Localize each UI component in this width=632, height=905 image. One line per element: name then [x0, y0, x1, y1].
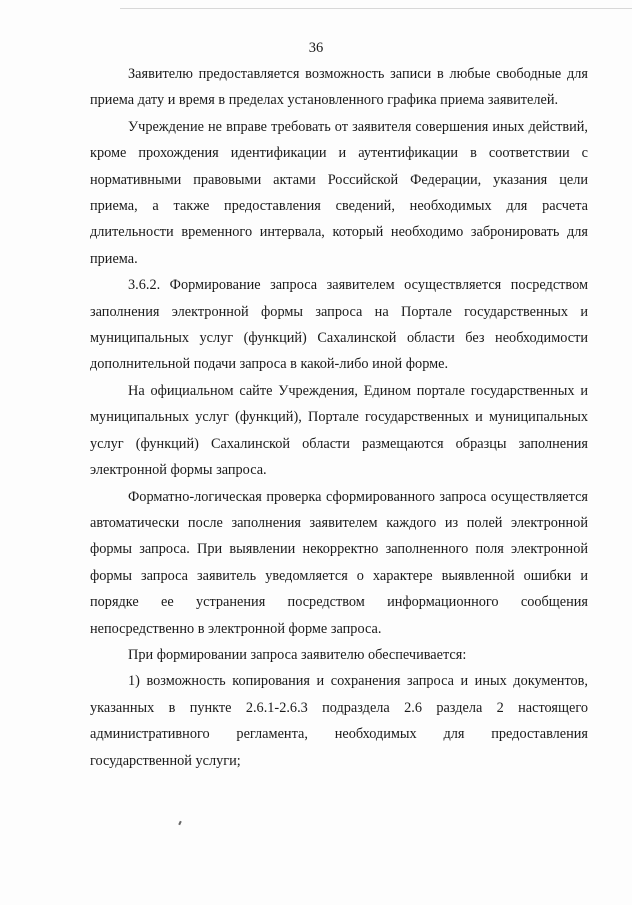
paragraph-5: Форматно-логическая проверка сформированного запроса осуществляется автоматически после заполнения заявителем каждого из полей электронной формы запроса. При выявлении некорректно заполненного поля электронной формы запроса заявитель уведомляется о характере выявленной ошибки и порядке ее устранения посредством информационного сообщения непосредственно в электронной форме запроса.	[90, 488, 588, 637]
paragraph-3: 3.6.2. Формирование запроса заявителем осуществляется посредством заполнения электронной формы запроса на Портале государственных и муниципальных услуг (функций) Сахалинской области без необходимости дополнительной подачи запроса в какой-либо иной форме.	[90, 277, 588, 373]
scan-speck	[178, 821, 182, 825]
page-number: 36	[308, 40, 324, 56]
document-body	[90, 61, 588, 774]
scan-edge-line	[120, 8, 632, 9]
paragraph-6: При формировании запроса заявителю обеспечивается:	[128, 646, 467, 663]
paragraph-7: 1) возможность копирования и сохранения запроса и иных документов, указанных в пункте 2.6.1-2.6.3 подраздела 2.6 раздела 2 настоящего административного регламента, необходимых для предоставления государственной услуги;	[90, 673, 588, 769]
paragraph-1: Заявителю предоставляется возможность записи в любые свободные для приема дату и время в пределах установленного графика приема заявителей.	[90, 66, 588, 109]
paragraph-4: На официальном сайте Учреждения, Едином портале государственных и муниципальных услуг (функций), Портале государственных и муниципальных услуг (функций) Сахалинской области размещаются образцы заполнения электронной формы запроса.	[90, 382, 588, 479]
paragraph-2: Учреждение не вправе требовать от заявителя совершения иных действий, кроме прохождения идентификации и аутентификации в соответствии с нормативными правовыми актами Российской Федерации, указания цели приема, а также предоставления сведений, необходимых для расчета длительности временного интервала, который необходимо забронировать для приема.	[90, 118, 588, 267]
